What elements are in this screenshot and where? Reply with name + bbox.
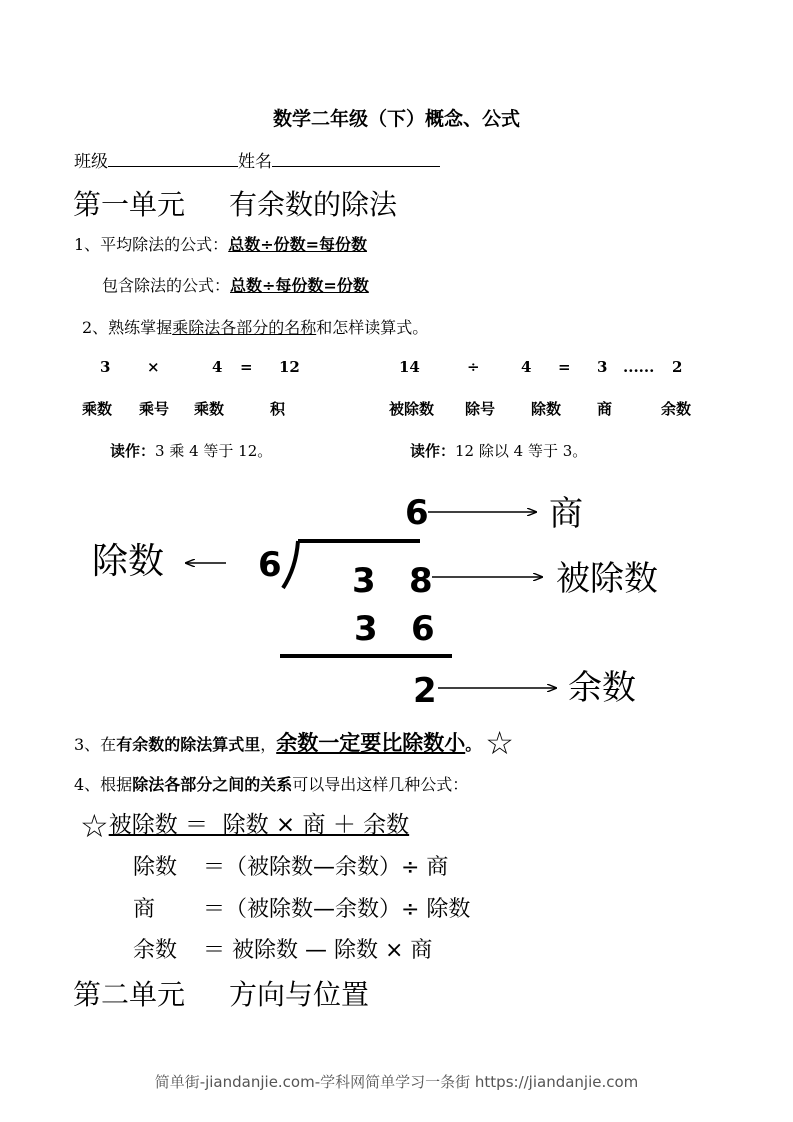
ld-remainder: 2 [413,671,437,711]
div-remainder: 2 [672,358,683,376]
div-divisor: 4 [521,358,532,376]
unit2-heading-name: 方向与位置 [229,978,370,1011]
mult-read-text: 3 乘 4 等于 12。 [155,442,273,460]
mult-read [110,440,272,461]
ld-label-divisor: 除数 [92,541,165,582]
item4-prefix: 4、根据 [74,775,133,794]
mult-name-product: 积 [270,400,286,418]
div-name-quotient: 商 [597,400,613,418]
item4-suffix: 可以导出这样几种公式： [292,775,469,794]
ld-product-tens: 3 [354,609,378,649]
formula-row-remainder-right: ＝ 被除数 — 除数 × 商 [203,938,433,963]
ld-dividend-ones: 8 [409,561,433,601]
div-equation [0,358,793,378]
div-names [0,398,793,418]
name-label: 姓名 [238,152,272,172]
long-division-diagram [0,480,793,725]
item1-prefix2: 包含除法的公式： [102,276,231,295]
class-blank[interactable] [108,152,238,167]
item1-prefix: 1、平均除法的公式： [74,235,229,254]
document-title: 数学二年级（下）概念、公式 [272,108,520,130]
ld-quotient: 6 [405,493,429,533]
mult-equals: = [240,358,253,376]
item1-formula: 总数÷份数=每份数 [228,235,368,254]
item4-bold: 除法各部分之间的关系 [132,775,293,794]
div-read-text: 12 除以 4 等于 3。 [455,442,588,460]
name-blank[interactable] [272,152,440,167]
item3-bold: 有余数的除法算式里 [116,735,261,754]
item3-emphasis: 余数一定要比除数小 [276,731,466,755]
mult-product: 12 [279,358,300,376]
formula-row-divisor-left: 除数 [133,855,178,880]
star-icon: ☆ [80,807,109,845]
item3-comma: ， [260,735,277,754]
div-sign: ÷ [467,358,480,376]
formula-row-quotient-left: 商 [133,897,156,922]
mult-sign: × [147,358,160,376]
formula-row-remainder [133,933,432,964]
div-quotient: 3 [597,358,608,376]
ld-dividend-tens: 3 [352,561,376,601]
div-ellipsis: ...... [623,358,655,376]
item3-line [74,724,514,762]
div-dividend: 14 [399,358,420,376]
div-read [410,440,587,461]
div-name-dividend: 被除数 [389,400,435,418]
item2-prefix: 2、熟练掌握 [82,318,173,337]
formula-row-remainder-left: 余数 [133,938,178,963]
item4-line [74,772,468,795]
div-read-label: 读作： [410,442,456,460]
star-icon: ☆ [485,724,514,762]
formula-main-text: 被除数 ＝ 除数 × 商 ＋ 余数 [108,812,410,838]
item2-suffix: 和怎样读算式。 [316,318,429,337]
unit2-heading [73,973,369,1013]
item3-end: 。 [465,735,482,754]
unit1-heading [73,183,397,223]
mult-name-sign: 乘号 [139,400,170,418]
ld-label-remainder: 余数 [568,668,636,708]
mult-factor2: 4 [212,358,223,376]
ld-label-dividend: 被除数 [556,559,658,599]
page-footer: 简单街-jiandanjie.com-学科网简单学习一条街 https://jiandanjie.com [154,1073,639,1091]
div-name-remainder: 余数 [661,400,692,418]
item1-line2 [102,273,369,296]
ld-bracket-curve [283,541,298,588]
formula-main [80,806,409,845]
ld-divisor: 6 [258,545,282,585]
formula-row-divisor [133,850,448,881]
unit2-heading-number: 第二单元 [73,978,186,1011]
class-name-line [74,147,440,172]
div-name-sign: 除号 [465,400,496,418]
mult-factor1: 3 [100,358,111,376]
ld-label-quotient: 商 [549,494,583,534]
class-label: 班级 [74,152,108,172]
mult-read-label: 读作： [110,442,156,460]
div-name-divisor: 除数 [531,400,562,418]
div-equals: = [558,358,571,376]
item1-line1 [74,232,367,255]
formula-row-divisor-right: ＝（被除数—余数）÷ 商 [203,855,449,880]
unit1-heading-number: 第一单元 [73,188,186,221]
item1-formula2: 总数÷每份数=份数 [230,276,369,295]
formula-row-quotient [133,892,470,923]
item3-prefix: 3、在 [74,735,117,754]
item2-line [82,315,428,338]
formula-row-quotient-right: ＝（被除数—余数）÷ 除数 [203,897,471,922]
item2-underlined: 乘除法各部分的名称 [172,318,317,337]
unit1-heading-name: 有余数的除法 [229,188,398,221]
mult-name-factor1: 乘数 [82,400,113,418]
ld-product-ones: 6 [411,609,435,649]
mult-name-factor2: 乘数 [194,400,225,418]
